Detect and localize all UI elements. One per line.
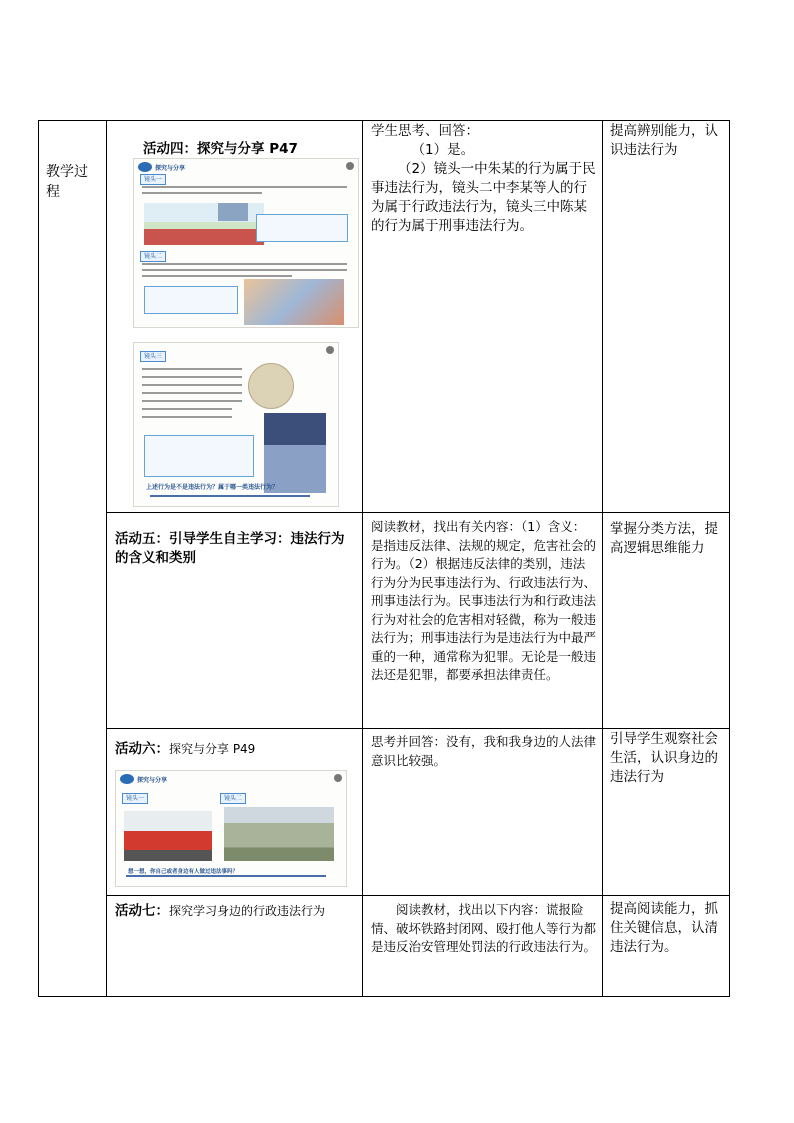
activity-6-intent: 引导学生观察社会生活，认识身边的违法行为 [610, 731, 718, 785]
crowd-illustration [244, 279, 344, 325]
textbook-image-p47-scene3 [133, 342, 339, 507]
activity-7-intent: 提高阅读能力，抓住关键信息，认清违法行为。 [610, 901, 718, 955]
student-line: （1）是。 [411, 142, 475, 158]
stage-label: 教学过程 [46, 164, 88, 200]
scene-2-tag: 镜头二 [140, 251, 166, 262]
scene-1-tag: 镜头一 [140, 174, 166, 185]
scene-3-tag: 镜头三 [140, 351, 166, 362]
activity-5-intent: 掌握分类方法，提高逻辑思维能力 [610, 521, 718, 556]
activity-7-title: 活动七：探究学习身边的行政违法行为 [115, 903, 326, 919]
book-section-header: 探究与分享 [137, 776, 168, 784]
lesson-plan-table [38, 120, 730, 997]
fire-truck-illustration [124, 811, 212, 861]
railway-fence-illustration [224, 807, 334, 861]
activity-4-intent: 提高辨别能力，认识违法行为 [610, 123, 718, 158]
activity-4-title: 活动四：探究与分享 P47 [143, 141, 298, 157]
activity-7-student: 阅读教材，找出以下内容：谎报险情、破坏铁路封闭网、殴打他人等行为都是违反治安管理处罚法的行政违法行为。 [371, 902, 597, 954]
close-icon [334, 774, 342, 782]
magnifier-illustration [248, 363, 294, 409]
student-line: （2）镜头一中朱某的行为属于民事违法行为，镜头二中李某等人的行为属于行政违法行为，镜头三中陈某的行为属于刑事违法行为。 [371, 161, 596, 234]
close-icon [346, 162, 354, 170]
police-illustration [264, 413, 326, 493]
book-question: 上述行为是不是违法行为？属于哪一类违法行为？ [146, 484, 279, 491]
scene-1-tag: 镜头一 [122, 793, 148, 804]
textbook-image-p47 [133, 158, 359, 328]
textbook-image-p49 [115, 770, 347, 887]
book-logo-icon [120, 774, 134, 784]
activity-6-title: 活动六：探究与分享 P49 [115, 741, 256, 757]
activity-5-title: 活动五：引导学生自主学习：违法行为的含义和类别 [115, 531, 345, 566]
scene-2-tag: 镜头二 [220, 793, 246, 804]
activity-6-student: 思考并回答：没有，我和我身边的人法律意识比较强。 [371, 734, 597, 768]
activity-4-student [371, 122, 597, 236]
book-question: 想一想，你自己或者身边有人做过违法事吗？ [128, 869, 239, 875]
activity-5-student: 阅读教材，找出有关内容：（1）含义：是指违反法律、法规的规定，危害社会的行为。（2）根据违反法律的类别，违法行为分为民事违法行为、行政违法行为、刑事违法行为。民事违法行为和行政违法行为对社会的危害相对轻微，称为一般违法行为；刑事违法行为是违法行为中最严重的一种，通常称为犯罪。无论是一般违法还是犯罪，都要承担法律责任。 [371, 519, 597, 682]
book-section-header: 探究与分享 [155, 164, 186, 172]
close-icon [326, 346, 334, 354]
student-line: 学生思考、回答： [371, 123, 479, 139]
book-logo-icon [138, 162, 152, 172]
